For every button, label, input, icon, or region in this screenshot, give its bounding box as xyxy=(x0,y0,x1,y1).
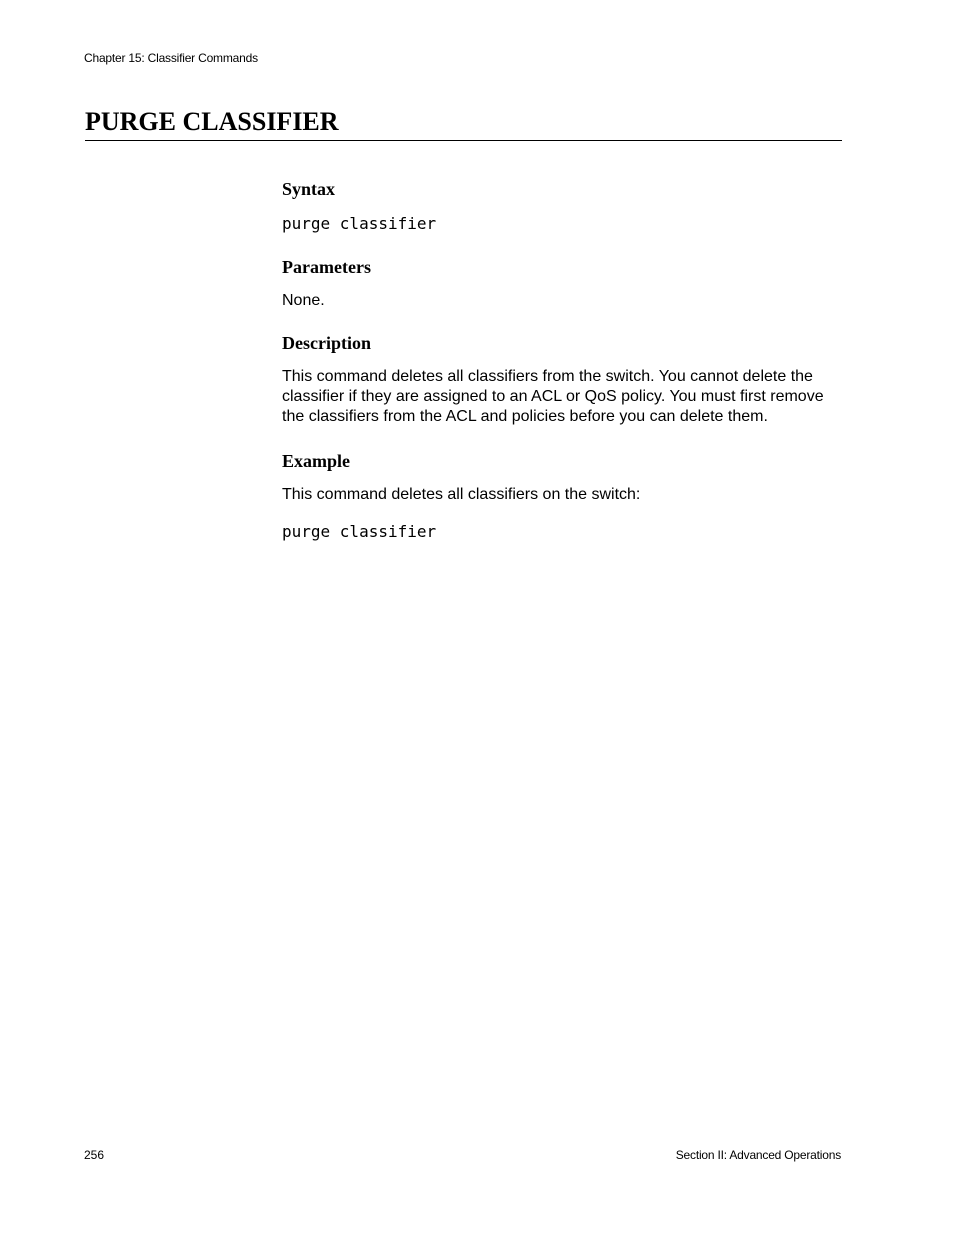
example-code: purge classifier xyxy=(282,522,437,541)
example-section xyxy=(282,449,842,543)
syntax-section xyxy=(282,177,842,235)
description-section xyxy=(282,331,842,427)
parameters-heading: Parameters xyxy=(282,257,371,277)
parameters-section xyxy=(282,255,842,311)
description-text: This command deletes all classifiers from the switch. You cannot delete the classifier if they are assigned to an ACL or QoS policy. You must first remove the classifiers from the ACL and policies before you can delete them. xyxy=(282,368,824,425)
example-text: This command deletes all classifiers on the switch: xyxy=(282,486,641,503)
command-content xyxy=(282,177,842,563)
page-number: 256 xyxy=(84,1148,105,1162)
example-heading: Example xyxy=(282,451,351,471)
syntax-code: purge classifier xyxy=(282,214,437,233)
page-title: PURGE CLASSIFIER xyxy=(85,106,842,141)
footer-section-title: Section II: Advanced Operations xyxy=(675,1148,841,1162)
description-heading: Description xyxy=(282,333,371,353)
running-header: Chapter 15: Classifier Commands xyxy=(84,51,258,65)
parameters-text: None. xyxy=(282,292,325,309)
syntax-heading: Syntax xyxy=(282,179,336,199)
